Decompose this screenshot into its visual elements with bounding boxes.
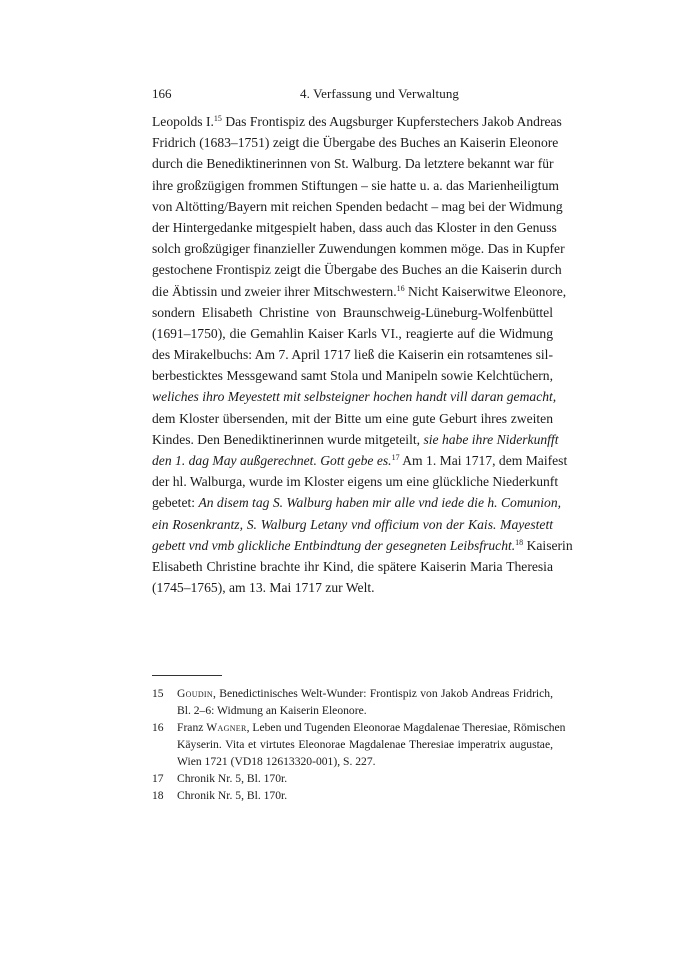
text-line: der Hintergedanke mitgespielt haben, dass auch das Kloster in den Genuss [152, 219, 557, 235]
text-line: von Altötting/Bayern mit reichen Spenden bedacht – mag bei der Widmung [152, 198, 563, 214]
footnote-ref[interactable]: 15 [213, 114, 222, 123]
text-line: ihre großzügigen frommen Stiftungen – sie hatte u. a. das Marienheiligtum [152, 177, 559, 193]
footnote-ref[interactable]: 16 [396, 283, 405, 293]
text-line: (1691–1750), die Gemahlin Kaiser Karls VI., reagierte auf die Widmung [152, 325, 553, 341]
text-line-italic: weliches ihro Meyestett mit selbsteigner hochen handt vill daran gemacht, [152, 389, 557, 405]
chapter-title: 4. Verfassung und Verwaltung [300, 86, 460, 101]
footnote-18 [152, 787, 553, 804]
footnote-line: Chronik Nr. 5, Bl. 170r. [177, 772, 288, 785]
text-line: des Mirakelbuchs: Am 7. April 1717 ließ die Kaiserin ein rotsamtenes sil- [152, 347, 553, 363]
footnotes [152, 685, 566, 804]
footnote-author: Wagner [206, 721, 247, 734]
text-line: solch großzügiger finanzieller Zuwendungen kommen möge. Das in Kupfer [152, 241, 565, 257]
text-line: die Äbtissin und zweier ihrer Mitschwestern.$^{16}$ Nicht Kaiserwitwe Eleonore, [152, 283, 567, 299]
footnote-author: Goudin [177, 687, 213, 700]
footnote-line: Goudin, Benedictinisches Welt-Wunder: Frontispiz von Jakob Andreas Fridrich, [177, 687, 553, 700]
text-line: gebetet: An disem tag S. Walburg haben mir alle vnd iede die h. Comunion, [152, 495, 562, 511]
text-line: Kindes. Den Benediktinerinnen wurde mitgeteilt, sie habe ihre Niderkunfft [152, 431, 559, 447]
text-line: der hl. Walburga, wurde im Kloster eigens um eine glückliche Niederkunft [152, 474, 559, 490]
footnote-number: 15 [152, 687, 164, 700]
running-head [152, 86, 552, 104]
main-text [152, 111, 573, 598]
footnote-number: 16 [152, 721, 164, 734]
page-number: 166 [152, 86, 172, 101]
text-line: gestochene Frontispiz zeigt die Übergabe des Buches an die Kaiserin durch [152, 262, 562, 278]
text-line: berbesticktes Messgewand samt Stola und Manipeln sowie Kelchtüchern, [152, 368, 553, 384]
text-line: (1745–1765), am 13. Mai 1717 zur Welt. [152, 580, 375, 596]
footnote-16 [152, 719, 566, 770]
text-line: dem Kloster übersenden, mit der Bitte um eine gute Geburt ihres zweiten [152, 410, 553, 426]
text-line: den 1. dag May außgerechnet. Gott gebe es.$^{17}$ Am 1. Mai 1717, dem Maifest [152, 453, 568, 468]
footnote-17 [152, 770, 553, 787]
text-line: Fridrich (1683–1751) zeigt die Übergabe des Buches an Kaiserin Eleonore [152, 135, 559, 151]
text-line: Elisabeth Christine brachte ihr Kind, die spätere Kaiserin Maria Theresia [152, 558, 553, 574]
text-line: sondern Elisabeth Christine von Braunschweig-Lüneburg-Wolfenbüttel [152, 304, 553, 320]
footnote-line: Franz Wagner, Leben und Tugenden Eleonorae Magdalenae Theresiae, Römischen [177, 721, 566, 734]
text-line: durch die Benediktinerinnen von St. Walburg. Da letztere bekannt war für [152, 156, 554, 172]
footnote-number: 18 [152, 789, 164, 802]
text-line: gebett vnd vmb glickliche Entbindtung der gesegneten Leibsfrucht.$^{18}$ Kaiserin [152, 537, 573, 553]
footnote-line: Bl. 2–6: Widmung an Kaiserin Eleonore. [177, 704, 367, 717]
text-line-italic: ein Rosenkrantz, S. Walburg Letany vnd officium von der Kais. Mayestett [152, 516, 553, 532]
footnote-ref[interactable]: 18 [515, 537, 524, 547]
footnote-number: 17 [152, 772, 164, 785]
footnote-line: Käyserin. Vita et virtutes Eleonorae Magdalenae Theresiae imperatrix augustae, [177, 738, 553, 751]
footnote-line: Wien 1721 (VD18 12613320-001), S. 227. [177, 755, 376, 768]
footnote-15 [152, 685, 553, 719]
footnote-ref[interactable]: 17 [391, 453, 400, 462]
footnote-line: Chronik Nr. 5, Bl. 170r. [177, 789, 288, 802]
footnote-divider [152, 675, 222, 676]
text-line: Leopolds I.$^{15}$ Das Frontispiz des Augsburger Kupferstechers Jakob Andreas [152, 114, 562, 129]
